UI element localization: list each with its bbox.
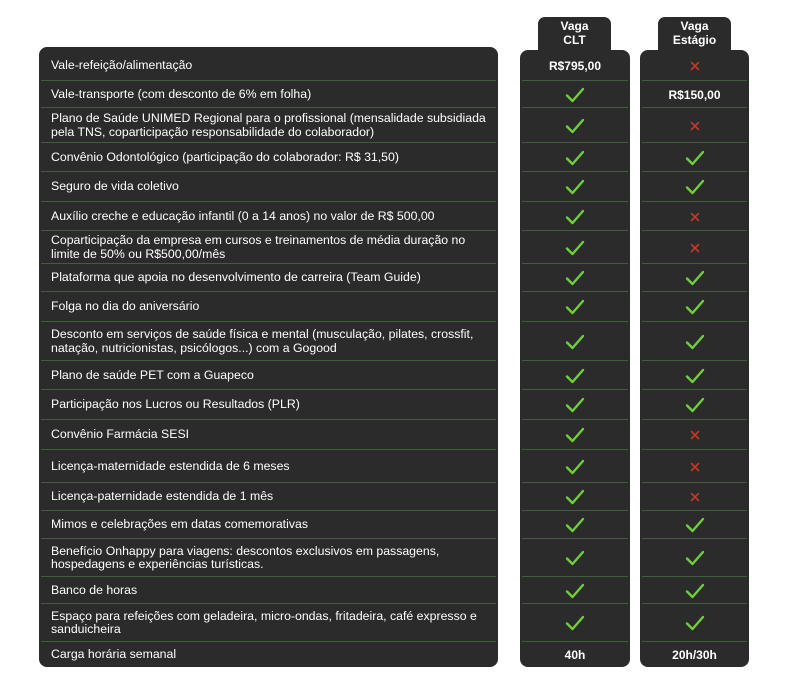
- check-icon: [565, 583, 585, 599]
- clt-cell: [522, 642, 628, 667]
- check-icon: [685, 368, 705, 384]
- estagio-cell: [642, 292, 747, 322]
- benefit-label: Participação nos Lucros ou Resultados (PLR): [51, 397, 300, 412]
- benefit-label: Plano de saúde PET com a Guapeco: [51, 367, 254, 382]
- estagio-cell: [642, 202, 747, 231]
- benefit-row: [41, 172, 496, 202]
- clt-column-header: [538, 17, 611, 54]
- cross-icon: [690, 462, 700, 472]
- benefit-label: Banco de horas: [51, 582, 138, 597]
- benefit-row: [41, 511, 496, 539]
- benefit-label: Licença-maternidade estendida de 6 meses: [51, 458, 290, 473]
- cross-icon: [690, 243, 700, 253]
- estagio-cell: [642, 539, 747, 577]
- clt-cell: [522, 322, 628, 361]
- check-icon: [685, 299, 705, 315]
- check-icon: [565, 615, 585, 631]
- benefit-row: [41, 390, 496, 420]
- benefit-label: Folga no dia do aniversário: [51, 299, 200, 314]
- check-icon: [685, 517, 705, 533]
- clt-cell: [522, 539, 628, 577]
- benefit-label: Plataforma que apoia no desenvolvimento de carreira (Team Guide): [51, 270, 421, 285]
- check-icon: [565, 427, 585, 443]
- cross-icon: [690, 212, 700, 222]
- check-icon: [685, 550, 705, 566]
- check-icon: [565, 209, 585, 225]
- benefit-label: Convênio Odontológico (participação do colaborador: R$ 31,50): [51, 149, 399, 164]
- estagio-header-line1: Vaga: [680, 19, 709, 33]
- benefit-row: [41, 143, 496, 172]
- benefit-row: [41, 577, 496, 604]
- benefit-row: [41, 81, 496, 108]
- cross-icon: [690, 492, 700, 502]
- benefit-row: [41, 108, 496, 143]
- clt-cell: [522, 292, 628, 322]
- clt-value: R$795,00: [548, 59, 602, 73]
- check-icon: [685, 615, 705, 631]
- benefit-label: Auxílio creche e educação infantil (0 a 14 anos) no valor de R$ 500,00: [51, 208, 435, 223]
- estagio-header-line2: Estágio: [672, 33, 717, 47]
- clt-cell: [522, 108, 628, 143]
- benefit-row: [41, 539, 496, 577]
- check-icon: [565, 397, 585, 413]
- clt-cell: [522, 264, 628, 292]
- benefit-row: [41, 604, 496, 642]
- benefit-row: [41, 322, 496, 361]
- check-icon: [565, 459, 585, 475]
- check-icon: [685, 334, 705, 350]
- check-icon: [565, 179, 585, 195]
- estagio-cell: [642, 51, 747, 81]
- estagio-cell: [642, 264, 747, 292]
- check-icon: [565, 270, 585, 286]
- clt-cell: [522, 450, 628, 483]
- benefit-label: Espaço para refeições com geladeira, micro-ondas, fritadeira, café expresso e sanduicheira: [51, 608, 477, 636]
- estagio-value: 20h/30h: [672, 647, 717, 662]
- benefit-label: Benefício Onhappy para viagens: descontos exclusivos em passagens, hospedagens e experiências turísticas.: [51, 543, 440, 571]
- benefit-row: [41, 420, 496, 450]
- estagio-cell: [642, 81, 747, 108]
- check-icon: [565, 118, 585, 134]
- estagio-value: R$150,00: [668, 87, 721, 102]
- benefit-label: Plano de Saúde UNIMED Regional para o profissional (mensalidade subsidiada pela TNS, coparticipação responsabilidade do colaborador): [51, 111, 486, 139]
- clt-cell: [522, 172, 628, 202]
- check-icon: [565, 517, 585, 533]
- check-icon: [685, 583, 705, 599]
- check-icon: [565, 87, 585, 103]
- benefit-label: Carga horária semanal: [51, 646, 177, 661]
- clt-cell: [522, 420, 628, 450]
- clt-cell: [522, 511, 628, 539]
- estagio-cell: [642, 143, 747, 172]
- cross-icon: [690, 121, 700, 131]
- benefit-label: Seguro de vida coletivo: [51, 179, 179, 194]
- clt-cell: [522, 202, 628, 231]
- benefit-row: [41, 642, 496, 667]
- benefit-label: Desconto em serviços de saúde física e mental (musculação, pilates, crossfit, natação, nutricionistas, psicólogos...) com a Gogood: [51, 327, 474, 355]
- check-icon: [685, 179, 705, 195]
- cross-icon: [690, 61, 700, 71]
- benefit-row: [41, 292, 496, 322]
- check-icon: [565, 334, 585, 350]
- cross-icon: [690, 430, 700, 440]
- clt-value: 40h: [564, 647, 586, 662]
- estagio-cell: [642, 231, 747, 264]
- estagio-cell: [642, 390, 747, 420]
- estagio-cell: [642, 108, 747, 143]
- clt-cell: [522, 231, 628, 264]
- estagio-column-header: [658, 17, 731, 54]
- clt-cell: [522, 604, 628, 642]
- estagio-cell: [642, 604, 747, 642]
- check-icon: [685, 270, 705, 286]
- benefit-row: [41, 361, 496, 390]
- benefit-label: Mimos e celebrações em datas comemorativas: [51, 517, 308, 532]
- clt-cell: [522, 483, 628, 511]
- check-icon: [565, 299, 585, 315]
- estagio-cell: [642, 483, 747, 511]
- check-icon: [685, 150, 705, 166]
- estagio-cell: [642, 322, 747, 361]
- check-icon: [565, 489, 585, 505]
- benefit-row: [41, 450, 496, 483]
- estagio-cell: [642, 172, 747, 202]
- estagio-cell: [642, 361, 747, 390]
- estagio-cell: [642, 642, 747, 667]
- estagio-cell: [642, 420, 747, 450]
- benefit-label: Convênio Farmácia SESI: [51, 427, 190, 442]
- benefit-label: Vale-refeição/alimentação: [51, 58, 193, 73]
- benefit-row: [41, 264, 496, 292]
- clt-cell: [522, 390, 628, 420]
- estagio-cell: [642, 450, 747, 483]
- check-icon: [565, 550, 585, 566]
- check-icon: [565, 368, 585, 384]
- clt-cell: [522, 361, 628, 390]
- clt-cell: [522, 81, 628, 108]
- clt-cell: [522, 51, 628, 81]
- check-icon: [565, 150, 585, 166]
- benefit-row: [41, 202, 496, 231]
- benefit-row: [41, 483, 496, 511]
- estagio-cell: [642, 577, 747, 604]
- clt-cell: [522, 143, 628, 172]
- check-icon: [685, 397, 705, 413]
- estagio-cell: [642, 511, 747, 539]
- clt-cell: [522, 577, 628, 604]
- benefit-label: Vale-transporte (com desconto de 6% em folha): [51, 86, 312, 101]
- benefit-row: [41, 231, 496, 264]
- check-icon: [565, 240, 585, 256]
- clt-header-line2: CLT: [563, 33, 586, 47]
- benefit-label: Coparticipação da empresa em cursos e treinamentos de média duração no limite de 50% ou R$500,00/mês: [51, 233, 466, 261]
- benefit-label: Licença-paternidade estendida de 1 mês: [51, 489, 274, 504]
- benefit-row: [41, 51, 496, 81]
- clt-header-line1: Vaga: [560, 19, 589, 33]
